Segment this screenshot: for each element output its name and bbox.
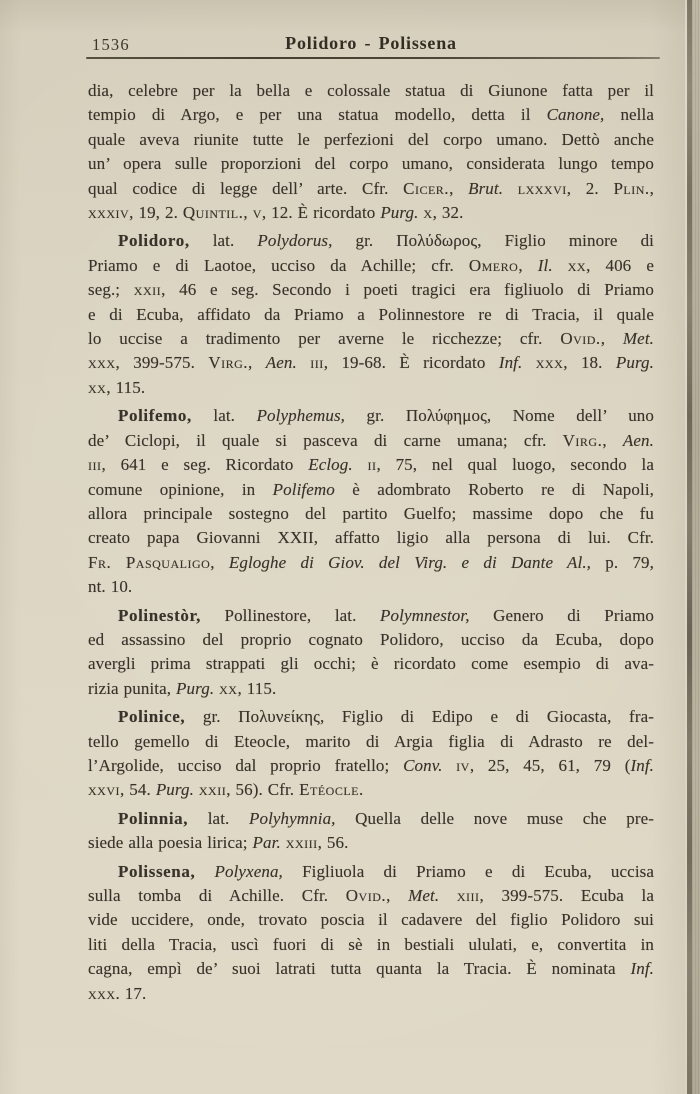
text-line [88, 957, 654, 981]
text-segment: , 56. [317, 833, 349, 853]
italic-text: Purg. [615, 353, 655, 373]
smallcaps-citation: xxx [88, 353, 116, 373]
smallcaps-citation: Quintil. [182, 203, 244, 223]
text-line [88, 254, 654, 278]
text-line [88, 526, 654, 550]
text-segment: , 54. [120, 780, 156, 800]
text-line [88, 177, 654, 201]
italic-text: Met. [408, 886, 440, 905]
text-segment: , [243, 203, 253, 223]
italic-text: Canone, [546, 105, 605, 125]
text-line [88, 575, 654, 599]
text-segment: nt. 10. [88, 577, 133, 597]
smallcaps-citation: Etéocle [299, 780, 359, 800]
smallcaps-citation: ii [367, 455, 377, 475]
text-segment: è adombrato Roberto re di Napoli, [334, 479, 654, 499]
text-segment: l’Argolide, ucciso dal proprio fratello; [88, 755, 404, 775]
text-segment: , [449, 178, 469, 198]
text-segment: e di Ecuba, affidato da Priamo a Polinnestore re di Tracia, il quale [88, 304, 654, 324]
text-segment: Quella delle nove muse che pre- [335, 808, 654, 828]
text-segment [195, 862, 214, 881]
italic-text: Polifemo [272, 479, 335, 499]
text-segment: tello gemello di Eteocle, marito di Argia figlia di Adrasto re del- [88, 731, 654, 751]
text-segment: Priamo e di Laotoe, ucciso da Achille; cfr. [88, 255, 469, 275]
text-line [88, 705, 654, 729]
text-segment: , 12. È ricordato [261, 203, 381, 223]
italic-text: Eclog. [308, 455, 353, 475]
text-line [88, 128, 654, 152]
text-line [88, 278, 654, 302]
smallcaps-citation: Ovid. [345, 886, 387, 905]
text-segment: Pollinestore, lat. [200, 605, 381, 625]
text-segment: Genero di Priamo [469, 605, 654, 625]
smallcaps-citation: iii [88, 455, 102, 475]
text-segment: , 399-575. Ecuba la [479, 886, 654, 905]
smallcaps-citation: xxxiv [88, 203, 130, 223]
text-line [88, 730, 654, 754]
text-segment: avergli prima strappati gli occhi; è ricordato come esempio di ava- [88, 654, 654, 674]
text-line [88, 807, 654, 831]
text-line [88, 79, 654, 103]
text-segment: , 19, 2. [129, 203, 183, 223]
entry-headword: Polinice, [118, 707, 186, 727]
italic-text: Brut. [468, 178, 504, 198]
text-segment: , 75, nel qual luogo, secondo la [376, 455, 655, 475]
entry-headword: Polinnia, [118, 808, 189, 828]
text-line [88, 327, 654, 351]
text-segment: , 115. [106, 377, 146, 397]
text-segment: lat. [189, 231, 258, 251]
italic-text: Purg. [176, 678, 215, 698]
text-segment [522, 353, 535, 372]
entry-polinice [88, 705, 654, 803]
text-segment: lat. [188, 808, 249, 828]
text-segment: . [358, 780, 364, 800]
text-line [88, 103, 654, 127]
text-segment: comune opinione, in [88, 479, 273, 499]
italic-text: Il. [537, 255, 553, 275]
text-segment: seg.; [88, 280, 134, 300]
entry-polinnia [88, 807, 654, 856]
text-segment: , [602, 430, 623, 450]
text-line [88, 628, 654, 652]
text-line [88, 604, 654, 628]
text-segment: nella [604, 105, 654, 125]
text-segment: , [649, 178, 654, 198]
text-segment: , [248, 353, 266, 373]
text-segment [439, 886, 457, 905]
text-segment: lat. [191, 406, 257, 426]
text-segment: , [518, 255, 538, 275]
text-segment: gr. Πολύδωρος, Figlio minore di [332, 231, 655, 251]
text-line [88, 152, 654, 176]
smallcaps-citation: Virg. [208, 353, 249, 373]
italic-text: Polydorus, [257, 231, 333, 251]
entry-headword: Polifemo, [118, 406, 192, 426]
text-segment: tempio di Argo, e per una statua modello, detta il [88, 105, 547, 125]
text-line [88, 303, 654, 327]
text-segment [442, 756, 456, 775]
italic-text: Aen. [265, 353, 297, 373]
italic-text: Polyphemus, [256, 406, 346, 426]
italic-text: Inf. [498, 353, 523, 373]
entry-polinestor [88, 604, 654, 702]
text-segment: ed assassino del proprio cognato Polidoro, ucciso da Ecuba, dopo [88, 629, 654, 649]
smallcaps-citation: xx [219, 678, 238, 698]
smallcaps-citation: Cicer. [403, 178, 450, 198]
smallcaps-citation: Ovid. [560, 329, 601, 349]
text-segment: vide uccidere, onde, trovato poscia il cadavere del figlio Polidoro sui [88, 910, 654, 930]
smallcaps-citation: x [423, 203, 433, 223]
text-segment: quale aveva riunite tutte le perfezioni del corpo umano. Dettò anche [88, 129, 654, 149]
text-segment: , 641 e seg. Ricordato [101, 455, 309, 475]
text-segment [353, 455, 368, 474]
text-line [88, 351, 654, 375]
text-line [88, 778, 654, 802]
text-segment: , 19-68. È ricordato [323, 353, 499, 373]
text-line [88, 860, 654, 884]
text-line [88, 908, 654, 932]
smallcaps-citation: xxii [133, 280, 162, 300]
text-segment: gr. Πολύφημος, Nome dell’ uno [345, 406, 654, 426]
text-segment: , 56). Cfr. [226, 780, 300, 800]
text-segment: , [600, 329, 623, 349]
smallcaps-citation: xiii [456, 886, 480, 905]
smallcaps-citation: iv [456, 755, 470, 775]
text-line [88, 201, 654, 225]
text-line [88, 831, 654, 855]
text-segment: , [210, 552, 229, 572]
text-segment: , 32. [432, 203, 464, 223]
text-segment: , 406 e [586, 255, 654, 275]
text-line [88, 478, 654, 502]
text-segment [553, 256, 568, 275]
page-header [88, 33, 654, 55]
text-segment: creato papa Giovanni XXII, affatto ligio alla persona di lui. Cfr. [88, 528, 654, 548]
text-segment: , 25, 45, 61, 79 ( [469, 755, 631, 775]
text-line [88, 677, 654, 701]
text-line [88, 884, 654, 908]
entry-headword: Polidoro, [118, 231, 190, 251]
text-line [88, 429, 654, 453]
text-segment: qual codice di legge dell’ arte. Cfr. [88, 178, 404, 198]
text-line [88, 551, 654, 575]
smallcaps-citation: Plin. [613, 178, 650, 198]
text-segment: allora principale sostegno del partito Guelfo; massime dopo che fu [88, 503, 654, 523]
text-segment: un’ opera sulle proporzioni del corpo umano, considerata lungo tempo [88, 154, 654, 174]
text-line [88, 652, 654, 676]
text-segment [503, 179, 518, 198]
smallcaps-citation: xx [88, 377, 107, 397]
text-segment: rizia punita, [88, 678, 177, 698]
italic-text: Conv. [403, 755, 443, 775]
running-title: Polidoro - Polissena [285, 33, 457, 53]
smallcaps-citation: xxvi [88, 780, 120, 800]
italic-text: Polyhymnia, [248, 808, 336, 828]
text-segment: de’ Ciclopi, il quale si pasceva di carne umana; cfr. [88, 430, 563, 450]
italic-text: Purg. [380, 203, 419, 223]
paragraph-continuation-dia [88, 79, 654, 225]
smallcaps-citation: Virg. [562, 430, 603, 450]
text-segment: Figliuola di Priamo e di Ecuba, uccisa [282, 861, 655, 881]
entry-polissena [88, 860, 654, 1006]
smallcaps-citation: xxx [535, 353, 564, 373]
page-number: 1536 [92, 35, 130, 54]
italic-text: Polymnestor, [380, 605, 470, 625]
text-line [88, 376, 654, 400]
text-line [88, 404, 654, 428]
text-segment: , 46 e seg. Secondo i poeti tragici era figliuolo di Priamo [161, 280, 654, 300]
text-line [88, 982, 654, 1006]
text-segment: p. 79, [591, 552, 654, 572]
italic-text: Polyxena, [214, 861, 283, 881]
text-segment: lo uccise a tradimento per averne le ricchezze; cfr. [88, 329, 561, 349]
italic-text: Par. [252, 833, 281, 853]
book-edge [692, 0, 700, 1094]
text-segment: sulla tomba di Achille. Cfr. [88, 886, 346, 905]
italic-text: Inf. [630, 959, 654, 979]
text-line [88, 754, 654, 778]
text-line [88, 933, 654, 957]
italic-text: Egloghe di Giov. del Virg. e di Dante Al., [228, 552, 592, 572]
smallcaps-citation: iii [310, 353, 324, 373]
text-segment: , [386, 886, 409, 905]
smallcaps-citation: xxiii [285, 833, 318, 853]
italic-text: Met. [622, 329, 654, 349]
smallcaps-citation: v [252, 203, 262, 223]
smallcaps-citation: Fr. Pasqualigo [88, 552, 211, 572]
entry-polidoro [88, 229, 654, 400]
text-line [88, 453, 654, 477]
text-segment [297, 353, 310, 372]
entry-headword: Polinestòr, [118, 605, 201, 625]
text-line [88, 502, 654, 526]
text-segment: dia, celebre per la bella e colossale statua di Giunone fatta per il [88, 81, 654, 100]
smallcaps-citation: xxii [198, 780, 227, 800]
text-segment: liti della Tracia, uscì fuori di sè in bestiali ululati, e, convertita in [88, 934, 654, 954]
italic-text: Purg. [155, 780, 194, 800]
header-rule [86, 57, 660, 59]
italic-text: Aen. [622, 430, 654, 450]
italic-text: Inf. [630, 755, 655, 775]
entry-polifemo [88, 404, 654, 599]
text-segment: siede alla poesia lirica; [88, 833, 253, 853]
text-segment: gr. Πολυνείκης, Figlio di Edipo e di Giocasta, fra- [185, 707, 654, 727]
entry-headword: Polissena, [118, 861, 196, 881]
text-segment: , 115. [237, 678, 277, 698]
text-line [88, 229, 654, 253]
text-segment: , 399-575. [115, 353, 209, 373]
smallcaps-citation: xx [567, 255, 587, 275]
smallcaps-citation: lxxxvi [517, 178, 567, 198]
text-segment: cagna, empì de’ suoi latrati tutta quanta la Tracia. È nominata [88, 959, 631, 979]
smallcaps-citation: Omero [468, 255, 519, 275]
text-segment: , 18. [563, 353, 616, 373]
smallcaps-citation: xxx [88, 983, 116, 1003]
text-segment: , 2. [566, 178, 614, 198]
page-body [88, 79, 654, 1006]
text-segment: . 17. [115, 983, 147, 1003]
